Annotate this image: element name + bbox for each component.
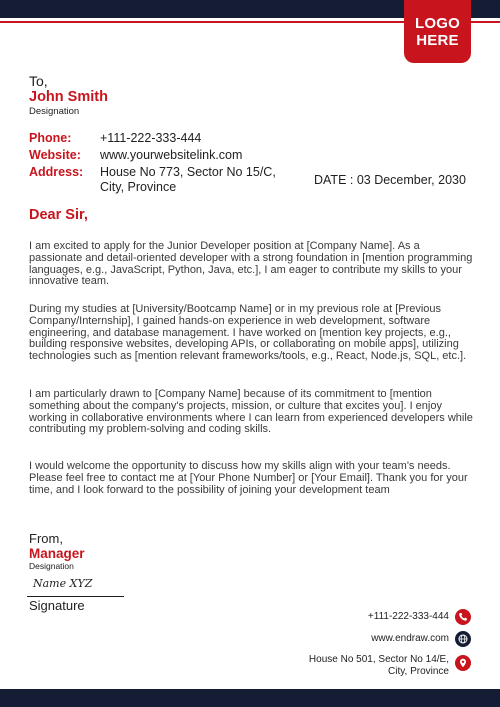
from-label: From, [29, 531, 63, 546]
recipient-designation: Designation [29, 106, 80, 117]
footer-address-line-1: House No 501, Sector No 14/E, [308, 654, 449, 665]
salutation: Dear Sir, [29, 207, 88, 223]
body-paragraph-4: I would welcome the opportunity to discuss how my skills align with your team's needs. Please feel free to contact me at [Your Phone Number] or [Your Email]. Thank you for your time, and I look forward to the possibility of joining your development team [29, 460, 468, 496]
signature-label: Signature [29, 598, 85, 613]
to-label: To, [29, 73, 48, 89]
location-pin-icon [455, 655, 471, 671]
phone-label: Phone: [29, 131, 72, 145]
address-label: Address: [29, 165, 84, 179]
phone-icon [455, 609, 471, 625]
bottom-footer-bar [0, 689, 500, 707]
body-paragraph-2: During my studies at [University/Bootcamp Name] or in my previous role at [Previous Company/Internship], I gained hands-on experience in web development, software engineering, and database management. I have worked on [mention key projects, e.g., building responsive websites, developing APIs, or collaborating on mobile apps], utilizing technologies such as [mention relevant frameworks/tools, e.g., React, Node.js, SQL, etc.]. [29, 303, 467, 363]
phone-value: +111-222-333-444 [100, 131, 202, 145]
signature-line [27, 596, 124, 597]
footer-address-line-2: City, Province [388, 666, 449, 677]
footer-website[interactable]: www.endraw.com [371, 633, 449, 644]
handwritten-signature: Name XYZ [33, 577, 93, 590]
sender-title: Manager [29, 546, 85, 561]
body-paragraph-3: I am particularly drawn to [Company Name] because of its commitment to [mention something about the company's projects, mission, or culture that excites you]. I enjoy working in collaborative environments where I can learn from experienced developers while contributing my problem-solving and coding skills. [29, 388, 473, 436]
logo-text: LOGO HERE [415, 14, 460, 49]
body-paragraph-1: I am excited to apply for the Junior Developer position at [Company Name]. As a passionate and detail-oriented developer with a strong foundation in [mention programming languages, e.g., JavaScript, Python, Java, etc.], I am eager to contribute my skills to your innovative team. [29, 240, 473, 288]
address-line-1: House No 773, Sector No 15/C, [100, 165, 276, 179]
website-value[interactable]: www.yourwebsitelink.com [100, 148, 243, 162]
letter-date: DATE : 03 December, 2030 [314, 173, 466, 187]
address-line-2: City, Province [100, 180, 177, 194]
recipient-name: John Smith [29, 89, 108, 105]
website-label: Website: [29, 148, 81, 162]
sender-designation: Designation [29, 561, 74, 571]
globe-icon [455, 631, 471, 647]
logo [404, 0, 471, 63]
footer-phone: +111-222-333-444 [367, 611, 449, 622]
